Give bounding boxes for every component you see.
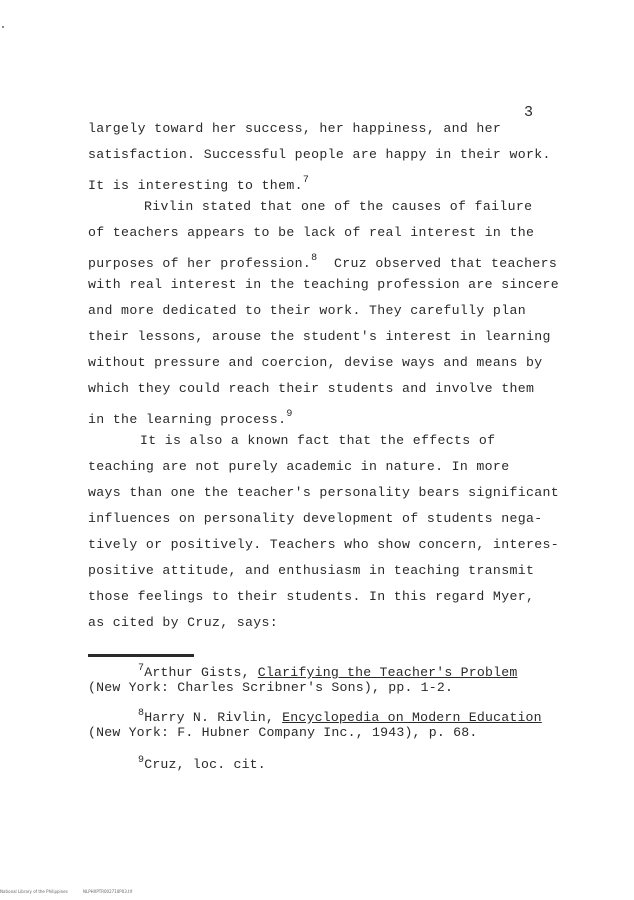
- text-line: It is also a known fact that the effects of: [140, 433, 496, 448]
- footnote-8: $^8$Harry N. Rivlin, Encyclopedia on Modern Education: [138, 708, 542, 725]
- footnote-8-line-2: (New York: F. Hubner Company Inc., 1943), p. 68.: [88, 725, 478, 740]
- text-line: It is interesting to them.$^7$: [88, 175, 310, 193]
- text-line: Rivlin stated that one of the causes of failure: [144, 199, 533, 214]
- footnotes: [88, 661, 558, 772]
- text-line: satisfaction. Successful people are happy in their work.: [88, 147, 551, 162]
- text-line: in the learning process.$^9$: [88, 409, 293, 427]
- text-line: ways than one the teacher's personality bears significant: [88, 485, 560, 500]
- footer-code: NLPHXPTR002710P03.tif: [83, 889, 133, 894]
- footnote-9: $^9$Cruz, loc. cit.: [138, 755, 266, 772]
- footnote-7: $^7$Arthur Gists, Clarifying the Teacher's Problem: [138, 663, 518, 680]
- text-line: which they could reach their students and involve them: [88, 381, 535, 396]
- text-line: teaching are not purely academic in nature. In more: [88, 459, 510, 474]
- page-number: 3: [524, 104, 534, 121]
- text-line: with real interest in the teaching profession are sincere: [88, 277, 560, 292]
- footer-library: National Library of the Philippines: [0, 889, 68, 894]
- footnote-separator: [88, 654, 194, 657]
- footnote-ref-9: 9: [286, 409, 293, 420]
- text-line: as cited by Cruz, says:: [88, 615, 279, 630]
- text-line: those feelings to their students. In this regard Myer,: [88, 589, 535, 604]
- text-line: largely toward her success, her happiness, and her: [88, 121, 502, 136]
- text-line: tively or positively. Teachers who show concern, interes-: [88, 537, 560, 552]
- scan-footer: [0, 889, 146, 894]
- body-text: [88, 116, 560, 636]
- text-line: without pressure and coercion, devise ways and means by: [88, 355, 543, 370]
- text-line: influences on personality development of students nega-: [88, 511, 543, 526]
- text-line: their lessons, arouse the student's interest in learning: [88, 329, 551, 344]
- footnote-7-line-2: (New York: Charles Scribner's Sons), pp. 1-2.: [88, 680, 454, 695]
- footnote-ref-8: 8: [311, 253, 318, 264]
- text-line: and more dedicated to their work. They carefully plan: [88, 303, 526, 318]
- text-line: of teachers appears to be lack of real interest in the: [88, 225, 535, 240]
- text-line: positive attitude, and enthusiasm in teaching transmit: [88, 563, 535, 578]
- text-line: purposes of her profession.$^8$ Cruz observed that teachers: [88, 253, 558, 271]
- scan-speck: [2, 26, 4, 28]
- footnote-ref-7: 7: [302, 175, 310, 186]
